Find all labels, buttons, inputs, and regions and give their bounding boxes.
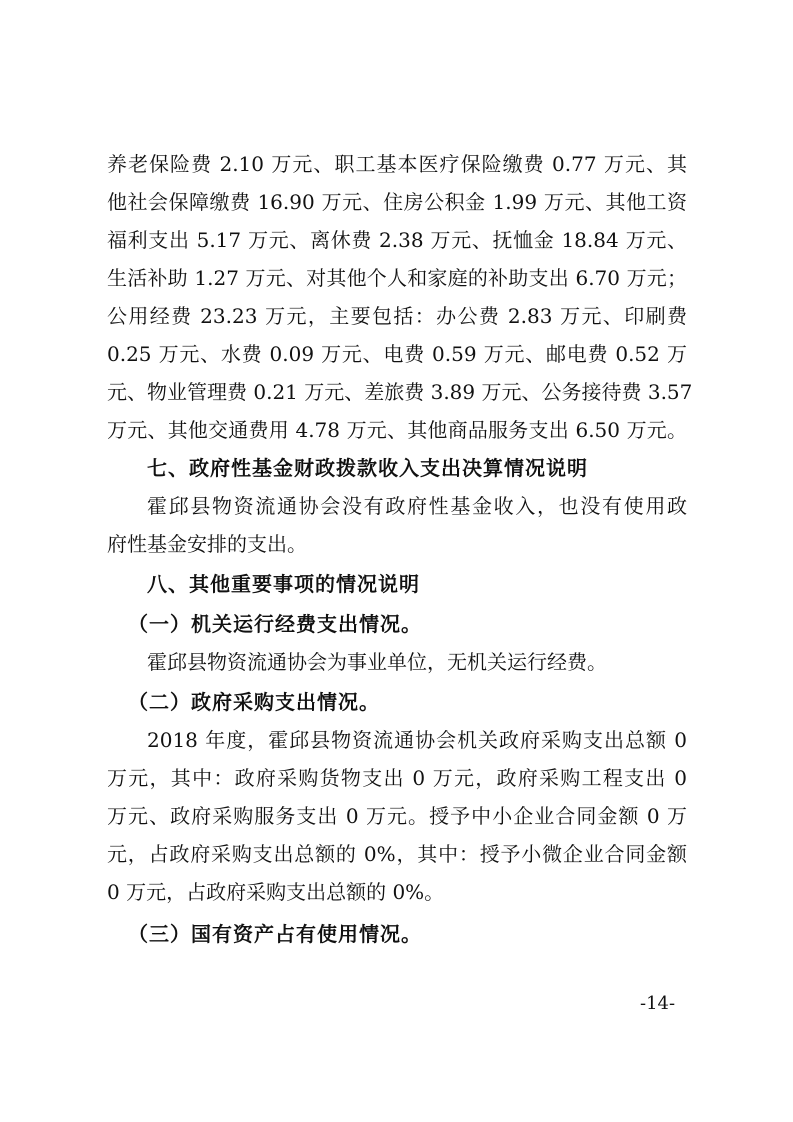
body-text-line: 万元、其他交通费用 4.78 万元、其他商品服务支出 6.50 万元。 [107, 418, 687, 442]
subsection-heading-1: （一）机关运行经费支出情况。 [128, 612, 422, 636]
page-number: -14- [640, 993, 676, 1014]
subsection-heading-3: （三）国有资产占有使用情况。 [128, 922, 422, 946]
body-text-line: 公用经费 23.23 万元，主要包括：办公费 2.83 万元、印刷费 [107, 304, 687, 328]
body-text-line: 2018 年度，霍邱县物资流通协会机关政府采购支出总额 0 [147, 728, 687, 752]
body-text-line: 霍邱县物资流通协会没有政府性基金收入，也没有使用政 [147, 494, 687, 518]
body-text-line: 0 万元，占政府采购支出总额的 0%。 [107, 880, 445, 904]
body-text-line: 府性基金安排的支出。 [107, 532, 307, 556]
section-heading-8: 八、其他重要事项的情况说明 [147, 572, 420, 596]
body-text-line: 万元、政府采购服务支出 0 万元。授予中小企业合同金额 0 万 [107, 804, 687, 828]
body-text-line: 元、物业管理费 0.21 万元、差旅费 3.89 万元、公务接待费 3.57 [107, 380, 693, 404]
body-text-line: 0.25 万元、水费 0.09 万元、电费 0.59 万元、邮电费 0.52 万 [107, 342, 687, 366]
body-text-line: 霍邱县物资流通协会为事业单位，无机关运行经费。 [147, 650, 607, 674]
body-text-line: 他社会保障缴费 16.90 万元、住房公积金 1.99 万元、其他工资 [107, 190, 687, 214]
body-text-line: 养老保险费 2.10 万元、职工基本医疗保险缴费 0.77 万元、其 [107, 152, 687, 176]
body-text-line: 福利支出 5.17 万元、离休费 2.38 万元、抚恤金 18.84 万元、 [107, 228, 687, 252]
body-text-line: 元，占政府采购支出总额的 0%，其中：授予小微企业合同金额 [107, 842, 687, 866]
body-text-line: 生活补助 1.27 万元、对其他个人和家庭的补助支出 6.70 万元； [107, 266, 687, 290]
section-heading-7: 七、政府性基金财政拨款收入支出决算情况说明 [147, 456, 588, 480]
subsection-heading-2: （二）政府采购支出情况。 [128, 690, 380, 714]
body-text-line: 万元，其中：政府采购货物支出 0 万元，政府采购工程支出 0 [107, 766, 687, 790]
